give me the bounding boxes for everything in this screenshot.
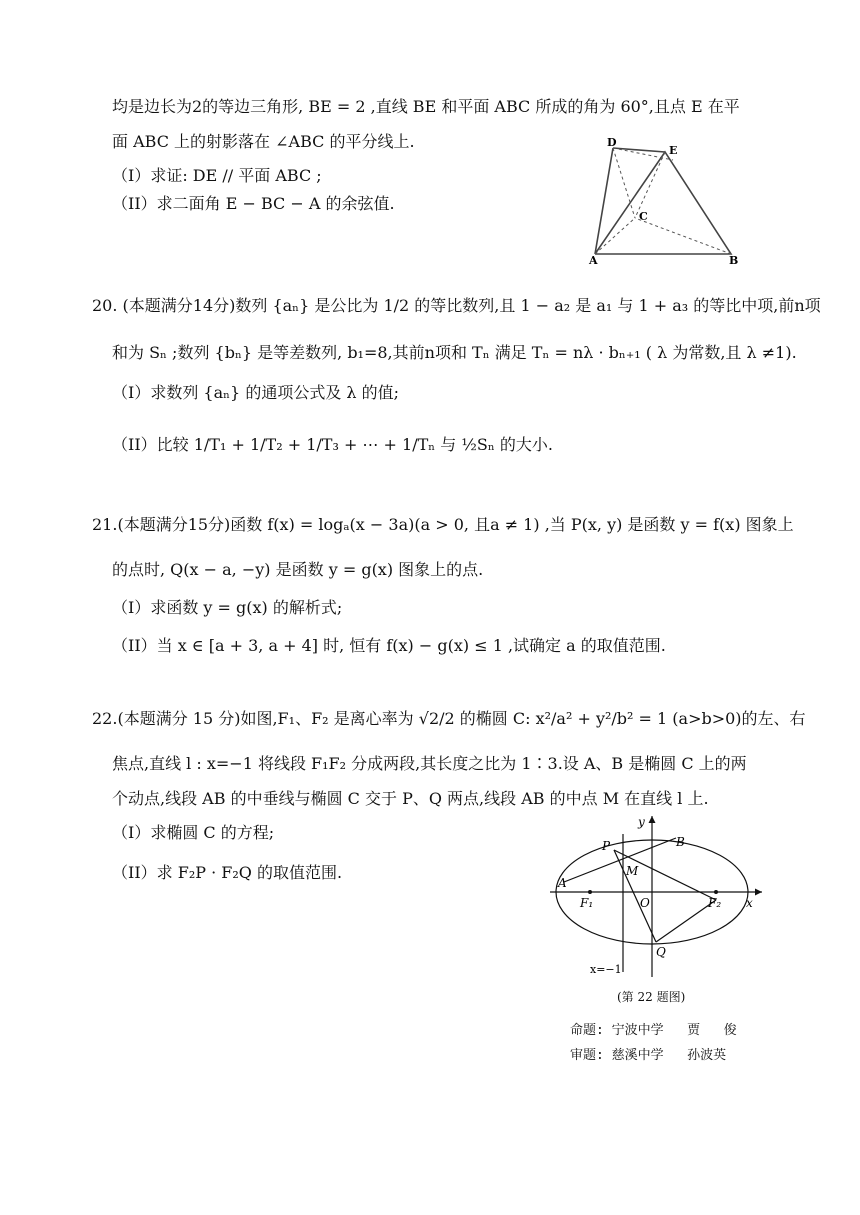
q22-label-a: A bbox=[558, 876, 567, 890]
q22-label-p: P bbox=[602, 839, 611, 853]
q22-label-x: x bbox=[746, 896, 753, 910]
q22-part2: （II）求 F₂P · F₂Q 的取值范围. bbox=[112, 863, 343, 882]
q19-label-d: D bbox=[607, 136, 617, 149]
q19-label-c: C bbox=[639, 210, 648, 223]
q20-part1: （I）求数列 {aₙ} 的通项公式及 λ 的值; bbox=[112, 383, 400, 402]
q19-label-b: B bbox=[729, 254, 739, 266]
q20-line2: 和为 Sₙ ;数列 {bₙ} 是等差数列, b₁=8,其前n项和 Tₙ 满足 Tₙ = nλ · bₙ₊₁ ( λ 为常数,且 λ ≠1). bbox=[112, 343, 797, 362]
q19-label-e: E bbox=[669, 144, 678, 157]
q20-part2: （II）比较 1/T₁ + 1/T₂ + 1/T₃ + ⋯ + 1/Tₙ 与 ½Sₙ 的大小. bbox=[112, 435, 553, 454]
q22-part1: （I）求椭圆 C 的方程; bbox=[112, 823, 275, 842]
q21-line1: 21.(本题满分15分)函数 f(x) = logₐ(x − 3a)(a > 0, 且a ≠ 1) ,当 P(x, y) 是函数 y = f(x) 图象上 bbox=[92, 515, 794, 534]
q22-label-q: Q bbox=[656, 945, 666, 959]
q19-part1: （I）求证: DE // 平面 ABC ; bbox=[112, 166, 322, 185]
q19-line2: 面 ABC 上的射影落在 ∠ABC 的平分线上. bbox=[112, 132, 415, 151]
q22-label-y: y bbox=[638, 815, 645, 829]
q22-label-f1: F₁ bbox=[580, 896, 594, 910]
q22-figure bbox=[548, 812, 768, 987]
q19-part2: （II）求二面角 E − BC − A 的余弦值. bbox=[112, 194, 395, 213]
q22-line3: 个动点,线段 AB 的中垂线与椭圆 C 交于 P、Q 两点,线段 AB 的中点 M 在直线 l 上. bbox=[112, 789, 709, 808]
q19-label-a: A bbox=[589, 254, 598, 266]
q21-part1: （I）求函数 y = g(x) 的解析式; bbox=[112, 598, 343, 617]
q22-label-m: M bbox=[626, 864, 639, 878]
credits-reviewer: 审题: 慈溪中学 孙波英 bbox=[570, 1048, 727, 1063]
q22-label-f2: F₂ bbox=[708, 896, 722, 910]
q22-label-line: x=−1 bbox=[590, 963, 622, 976]
q21-line2: 的点时, Q(x − a, −y) 是函数 y = g(x) 图象上的点. bbox=[112, 560, 484, 579]
credits-proposer: 命题: 宁波中学 贾 俊 bbox=[570, 1023, 737, 1038]
q19-figure bbox=[585, 136, 745, 266]
q20-line1: 20. (本题满分14分)数列 {aₙ} 是公比为 1/2 的等比数列,且 1 − a₂ 是 a₁ 与 1 + a₃ 的等比中项,前n项 bbox=[92, 296, 821, 315]
q22-caption: (第 22 题图) bbox=[617, 990, 686, 1004]
q22-line1: 22.(本题满分 15 分)如图,F₁、F₂ 是离心率为 √2/2 的椭圆 C: x²/a² + y²/b² = 1 (a>b>0)的左、右 bbox=[92, 709, 806, 728]
q21-part2: （II）当 x ∈ [a + 3, a + 4] 时, 恒有 f(x) − g(x) ≤ 1 ,试确定 a 的取值范围. bbox=[112, 636, 666, 655]
q22-label-b: B bbox=[676, 835, 685, 849]
q19-line1: 均是边长为2的等边三角形, BE = 2 ,直线 BE 和平面 ABC 所成的角为 60°,且点 E 在平 bbox=[112, 97, 740, 116]
q22-line2: 焦点,直线 l : x=−1 将线段 F₁F₂ 分成两段,其长度之比为 1∶3.设 A、B 是椭圆 C 上的两 bbox=[112, 754, 747, 773]
q22-label-o: O bbox=[640, 896, 650, 910]
